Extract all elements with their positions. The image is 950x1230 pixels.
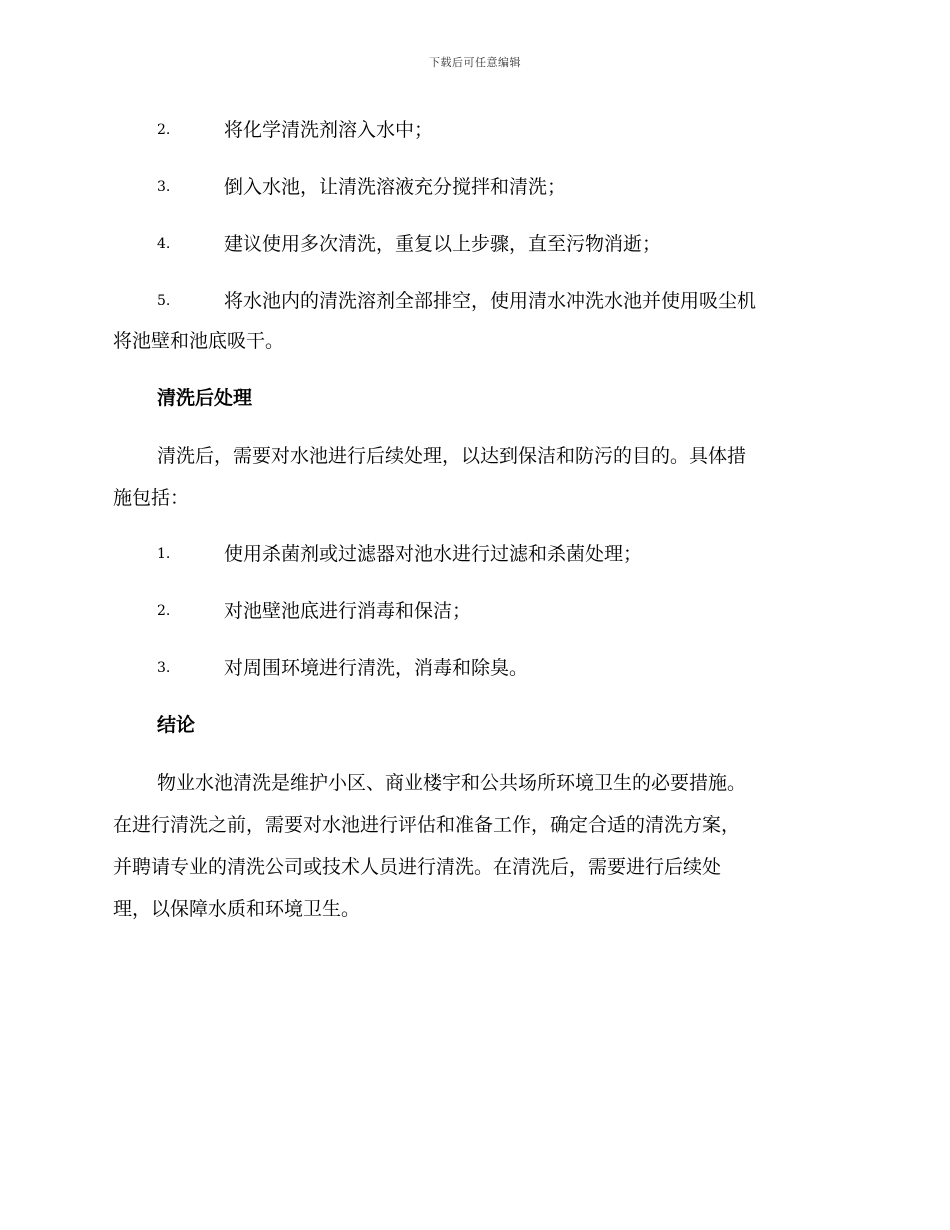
list-text: 将化学清洗剂溶入水中； [224, 119, 434, 141]
list-text: 倒入水池，让清洗溶液充分搅拌和清洗； [224, 176, 567, 198]
list-number: 2. [157, 122, 171, 138]
paragraph-line: 并聘请专业的清洗公司或技术人员进行清洗。在清洗后，需要进行后续处 [113, 856, 722, 878]
page-header: 下载后可任意编辑 [429, 56, 521, 69]
list-number: 3. [157, 660, 171, 676]
list-number: 5. [157, 293, 171, 309]
list-item [113, 224, 837, 264]
paragraph-line: 在进行清洗之前，需要对水池进行评估和准备工作，确定合适的清洗方案， [113, 814, 741, 836]
list-number: 2. [157, 603, 171, 619]
list-number: 1. [157, 546, 171, 562]
list-item [113, 534, 837, 574]
paragraph-line: 施包括： [113, 487, 190, 509]
list-item [113, 591, 837, 631]
list-number: 4. [157, 236, 171, 252]
document-body [113, 110, 837, 945]
list-text-line: 将水池内的清洗溶剂全部排空，使用清水冲洗水池并使用吸尘机 [224, 290, 757, 312]
section-heading-conclusion: 结论 [157, 714, 196, 736]
list-text: 对周围环境进行清洗，消毒和除臭。 [224, 657, 529, 679]
paragraph-line: 理，以保障水质和环境卫生。 [113, 898, 361, 920]
list-item [113, 648, 837, 688]
list-item [113, 281, 837, 361]
list-item [113, 110, 837, 150]
list-text: 建议使用多次清洗，重复以上步骤，直至污物消逝； [224, 233, 662, 255]
conclusion-paragraph [113, 762, 837, 930]
paragraph-line: 清洗后，需要对水池进行后续处理，以达到保洁和防污的目的。具体措 [157, 445, 747, 467]
paragraph-line: 物业水池清洗是维护小区、商业楼宇和公共场所环境卫生的必要措施。 [157, 772, 747, 794]
list-text-line: 将池壁和池底吸干。 [113, 330, 285, 352]
list-text: 对池壁池底进行消毒和保洁； [224, 600, 472, 622]
list-text: 使用杀菌剂或过滤器对池水进行过滤和杀菌处理； [224, 543, 643, 565]
section-heading-post-cleaning: 清洗后处理 [157, 387, 253, 409]
list-number: 3. [157, 179, 171, 195]
list-item [113, 167, 837, 207]
post-cleaning-paragraph [113, 435, 837, 519]
